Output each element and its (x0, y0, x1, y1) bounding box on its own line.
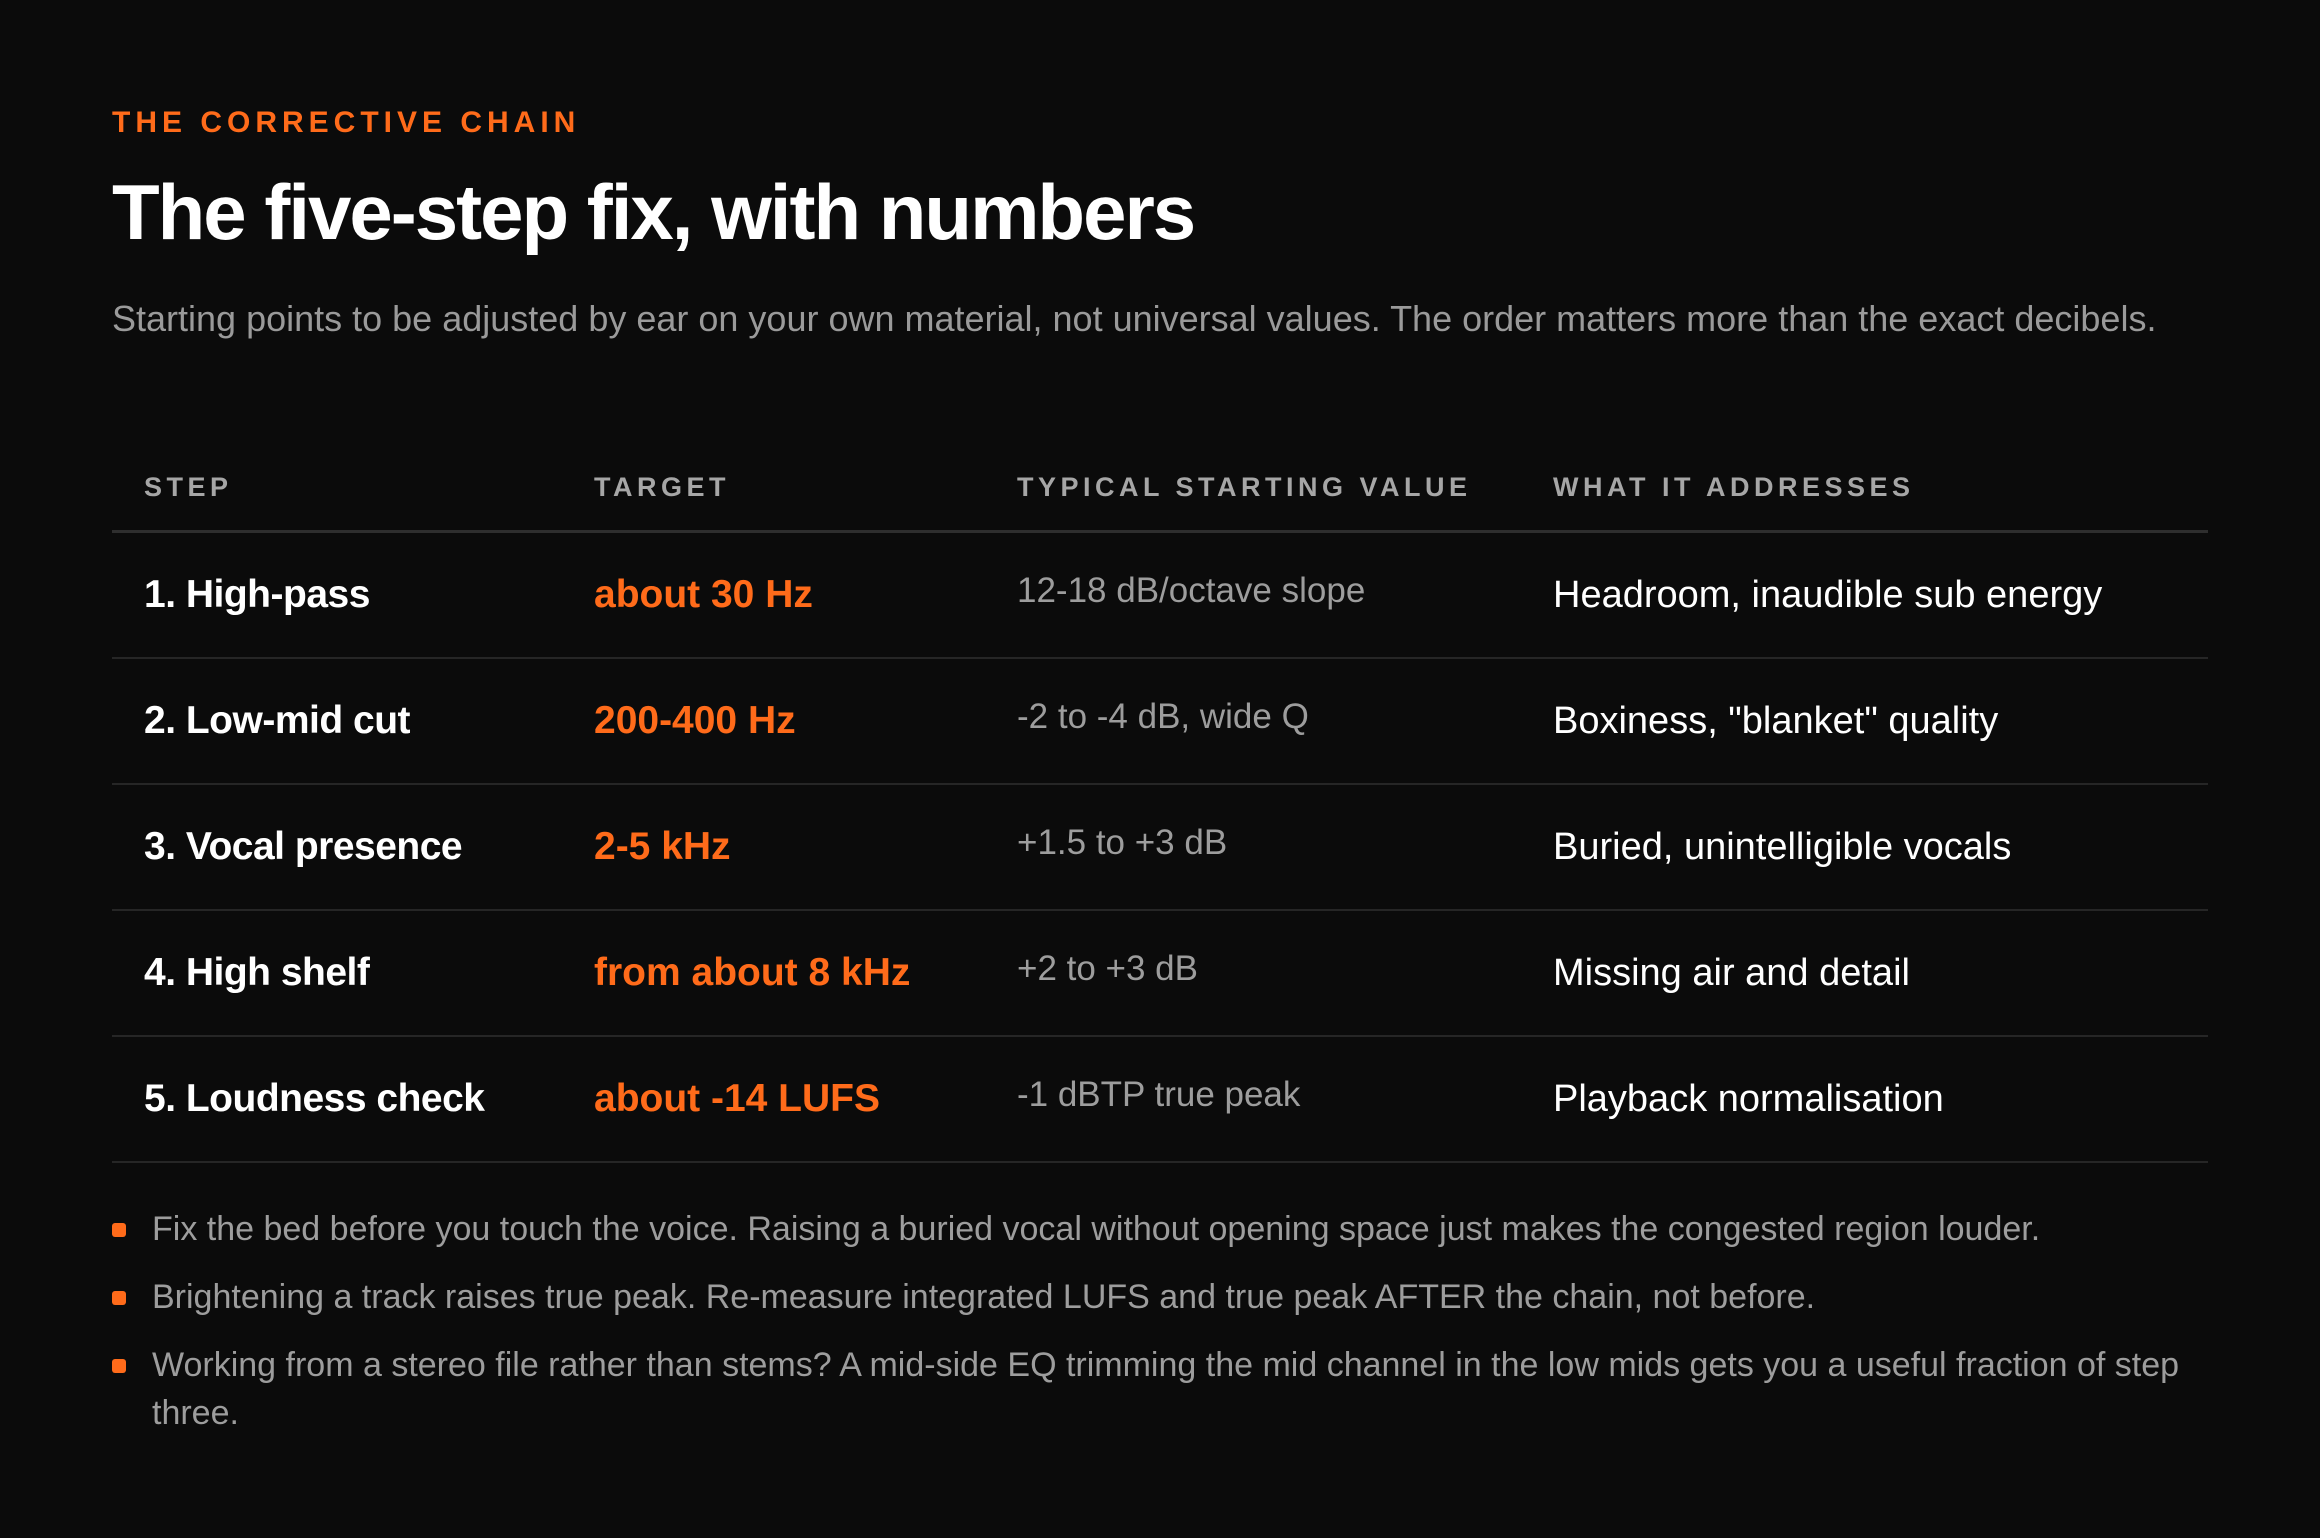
value-cell (985, 1036, 1521, 1162)
eq-chain-table-container (112, 445, 2208, 1163)
value-cell (985, 784, 1521, 910)
notes-list (112, 1205, 2208, 1457)
table-row (112, 658, 2208, 784)
table-header-row (112, 445, 2208, 532)
addresses-cell: Missing air and detail (1521, 910, 2208, 1036)
list-item (112, 1273, 2208, 1321)
value-text: 12-18 dB/octave slope (1017, 571, 1366, 610)
bullet-square-icon (112, 1223, 126, 1237)
eq-chain-table (112, 445, 2208, 1163)
value-text: -2 to -4 dB, wide Q (1017, 697, 1309, 736)
step-cell: 5. Loudness check (112, 1036, 562, 1162)
step-cell: 2. Low-mid cut (112, 658, 562, 784)
table-row (112, 532, 2208, 659)
note-text: Brightening a track raises true peak. Re-measure integrated LUFS and true peak AFTER the chain, not before. (152, 1278, 1816, 1316)
step-cell: 1. High-pass (112, 532, 562, 659)
target-cell: 200-400 Hz (562, 658, 985, 784)
list-item (112, 1341, 2208, 1437)
page-title: The five-step fix, with numbers (112, 168, 1195, 256)
value-cell (985, 910, 1521, 1036)
target-cell: 2-5 kHz (562, 784, 985, 910)
target-cell: about -14 LUFS (562, 1036, 985, 1162)
column-header-addresses: WHAT IT ADDRESSES (1521, 445, 2208, 532)
list-item (112, 1205, 2208, 1253)
target-cell: from about 8 kHz (562, 910, 985, 1036)
bullet-square-icon (112, 1291, 126, 1305)
addresses-cell: Headroom, inaudible sub energy (1521, 532, 2208, 659)
value-cell (985, 658, 1521, 784)
note-text: Fix the bed before you touch the voice. Raising a buried vocal without opening space just makes the congested region louder. (152, 1210, 2041, 1248)
addresses-cell: Buried, unintelligible vocals (1521, 784, 2208, 910)
table-row (112, 1036, 2208, 1162)
step-cell: 4. High shelf (112, 910, 562, 1036)
addresses-cell: Playback normalisation (1521, 1036, 2208, 1162)
step-cell: 3. Vocal presence (112, 784, 562, 910)
bullet-square-icon (112, 1359, 126, 1373)
column-header-typical-value: TYPICAL STARTING VALUE (985, 445, 1521, 532)
addresses-cell: Boxiness, "blanket" quality (1521, 658, 2208, 784)
target-cell: about 30 Hz (562, 532, 985, 659)
note-text: Working from a stereo file rather than stems? A mid-side EQ trimming the mid channel in the low mids gets you a useful fraction of step three. (152, 1346, 2180, 1432)
column-header-step: STEP (112, 445, 562, 532)
page-subtitle: Starting points to be adjusted by ear on your own material, not universal values. The order matters more than the exact decibels. (112, 298, 2157, 339)
table-row (112, 910, 2208, 1036)
column-header-target: TARGET (562, 445, 985, 532)
value-cell (985, 532, 1521, 659)
value-text: +1.5 to +3 dB (1017, 823, 1228, 862)
section-eyebrow: THE CORRECTIVE CHAIN (112, 106, 581, 139)
value-text: -1 dBTP true peak (1017, 1075, 1301, 1114)
table-row (112, 784, 2208, 910)
value-text: +2 to +3 dB (1017, 949, 1198, 988)
